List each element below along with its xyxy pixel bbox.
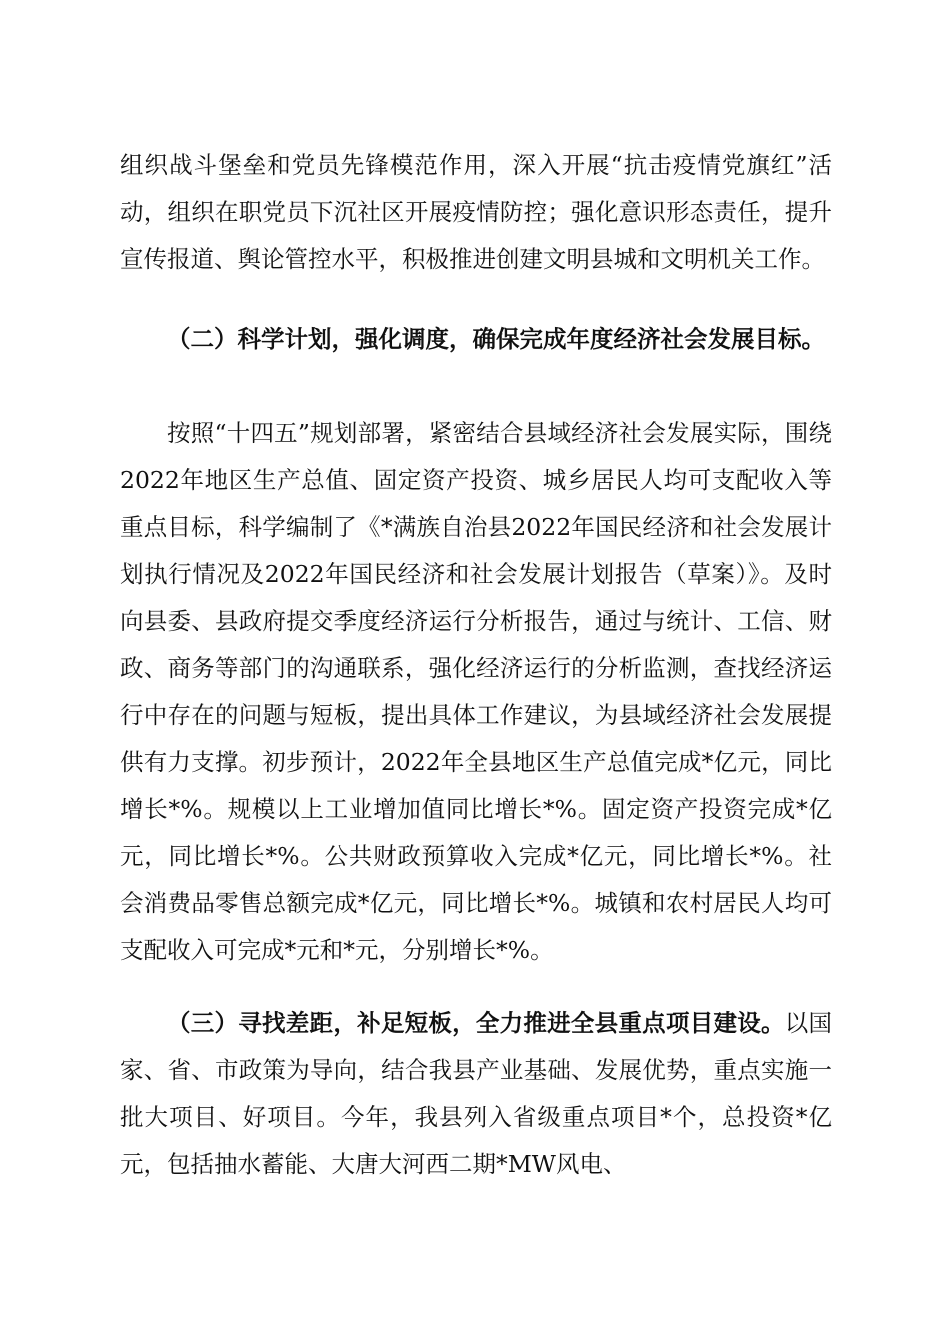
section-heading-text: （二）科学计划，强化调度，确保完成年度经济社会发展目标。	[167, 325, 825, 353]
paragraph-body: 按照“十四五”规划部署，紧密结合县域经济社会发展实际，围绕2022年地区生产总值、固定资产投资、城乡居民人均可支配收入等重点目标，科学编制了《*满族自治县2022年国民经济和社会发展计划执行情况及2022年国民经济和社会发展计划报告（草案）》。及时向县委、县政府提交季度经济运行分析报告，通过与统计、工信、财政、商务等部门的沟通联系，强化经济运行的分析监测，查找经济运行中存在的问题与短板，提出具体工作建议，为县域经济社会发展提供有力支撑。初步预计，2022年全县地区生产总值完成*亿元，同比增长*%。规模以上工业增加值同比增长*%。固定资产投资完成*亿元，同比增长*%。公共财政预算收入完成*亿元，同比增长*%。社会消费品零售总额完成*亿元，同比增长*%。城镇和农村居民人均可支配收入可完成*元和*元，分别增长*%。	[120, 419, 832, 964]
document-paragraph	[120, 142, 832, 283]
section-heading	[120, 316, 832, 363]
paragraph-with-heading	[120, 1000, 832, 1188]
document-paragraph	[120, 410, 832, 974]
document-paragraph	[120, 1000, 832, 1188]
inline-section-heading: （三）寻找差距，补足短板，全力推进全县重点项目建设。	[167, 1009, 785, 1037]
paragraph-body: 以国家、省、市政策为导向，结合我县产业基础、发展优势，重点实施一批大项目、好项目。今年，我县列入省级重点项目*个，总投资*亿元，包括抽水蓄能、大唐大河西二期*MW风电、	[120, 1009, 833, 1178]
paragraph-continuation: 组织战斗堡垒和党员先锋模范作用，深入开展“抗击疫情党旗红”活动，组织在职党员下沉社区开展疫情防控；强化意识形态责任，提升宣传报道、舆论管控水平，积极推进创建文明县城和文明机关工作。	[120, 151, 832, 273]
